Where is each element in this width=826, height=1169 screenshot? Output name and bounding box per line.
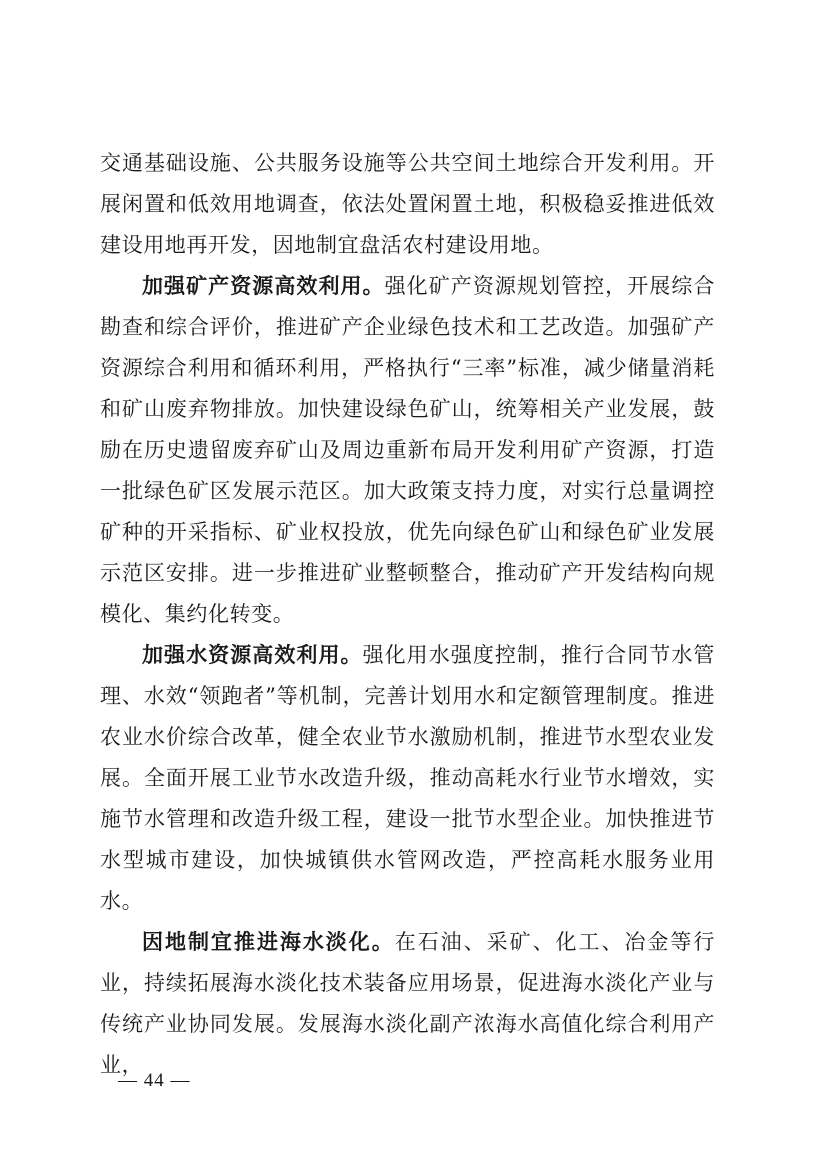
paragraph-lead: 因地制宜推进海水淡化。 [142, 930, 395, 954]
paragraph-desalination [100, 922, 715, 1086]
paragraph-mineral-resources [100, 266, 715, 635]
paragraph-water-resources [100, 635, 715, 922]
paragraph-text: 强化用水强度控制，推行合同节水管理、水效“领跑者”等机制，完善计划用水和定额管理制度。推进农业水价综合改革，健全农业节水激励机制，推进节水型农业发展。全面开展工业节水改造升级，推动高耗水行业节水增效，实施节水管理和改造升级工程，建设一批节水型企业。加快推进节水型城市建设，加快城镇供水管网改造，严控高耗水服务业用水。 [100, 643, 715, 913]
paragraph-text: 强化矿产资源规划管控，开展综合勘查和综合评价，推进矿产企业绿色技术和工艺改造。加强矿产资源综合利用和循环利用，严格执行“三率”标准，减少储量消耗和矿山废弃物排放。加快建设绿色矿山，统筹相关产业发展，鼓励在历史遗留废弃矿山及周边重新布局开发利用矿产资源，打造一批绿色矿区发展示范区。加大政策支持力度，对实行总量调控矿种的开采指标、矿业权投放，优先向绿色矿山和绿色矿业发展示范区安排。进一步推进矿业整顿整合，推动矿产开发结构向规模化、集约化转变。 [100, 274, 716, 626]
page-number: — 44 — [118, 1070, 191, 1091]
document-body [100, 143, 715, 1086]
paragraph-lead: 加强矿产资源高效利用。 [142, 274, 385, 298]
paragraph-text: 在石油、采矿、化工、冶金等行业，持续拓展海水淡化技术装备应用场景，促进海水淡化产业与传统产业协同发展。发展海水淡化副产浓海水高值化综合利用产业， [100, 930, 715, 1077]
paragraph-continuation [100, 143, 715, 266]
paragraph-text: 交通基础设施、公共服务设施等公共空间土地综合开发利用。开展闲置和低效用地调查，依法处置闲置土地，积极稳妥推进低效建设用地再开发，因地制宜盘活农村建设用地。 [100, 151, 715, 257]
paragraph-lead: 加强水资源高效利用。 [142, 643, 363, 667]
